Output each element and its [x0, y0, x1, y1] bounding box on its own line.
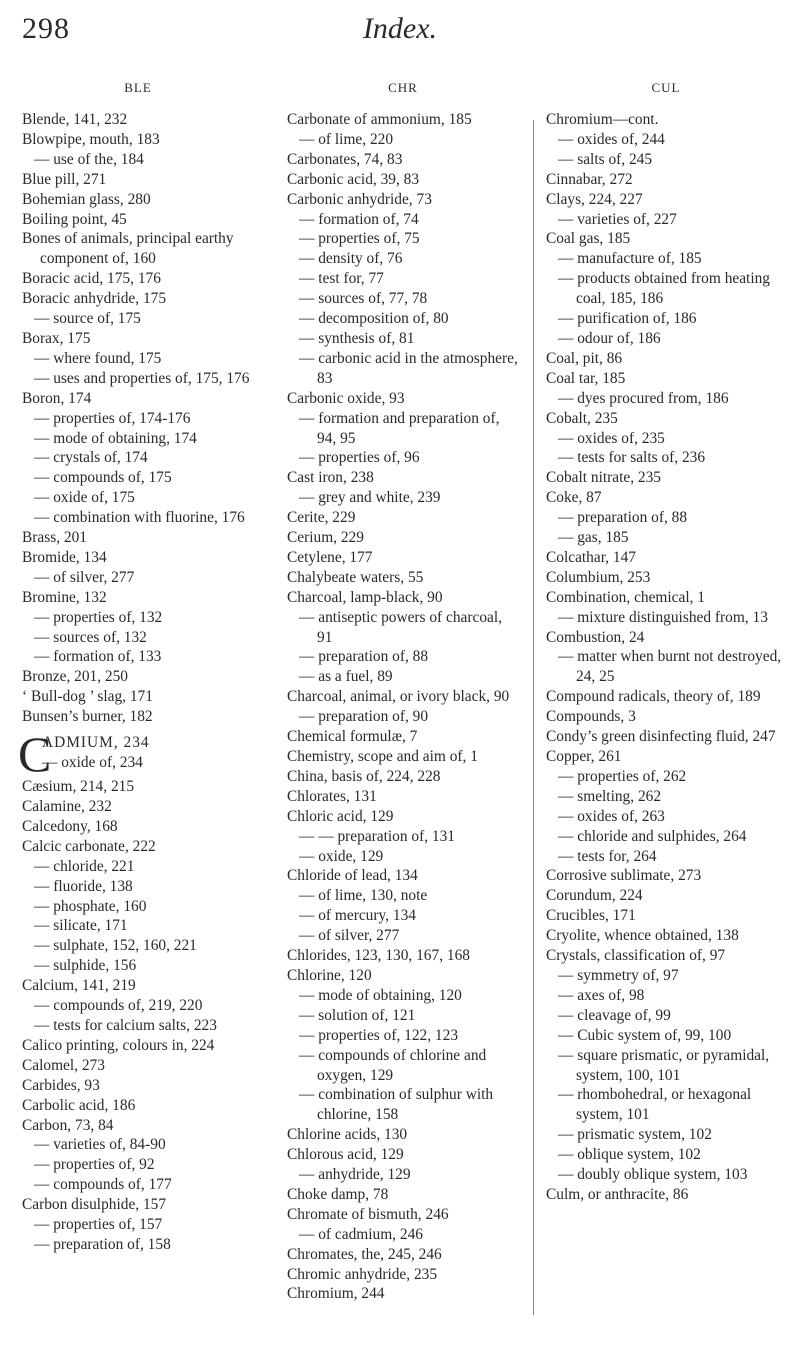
index-entry: Calomel, 273	[22, 1056, 105, 1074]
index-entry: — varieties of, 84-90	[34, 1136, 166, 1154]
column-heading: CUL	[651, 80, 681, 95]
index-entry: — sulphate, 152, 160, 221	[34, 937, 197, 955]
index-entry: Cetylene, 177	[287, 548, 373, 566]
index-entry: — compounds of, 219, 220	[34, 997, 203, 1015]
index-entry: China, basis of, 224, 228	[287, 767, 441, 785]
index-entry: Chromates, the, 245, 246	[287, 1245, 442, 1263]
column-heading: BLE	[124, 80, 152, 95]
index-entry: — density of, 76	[299, 250, 403, 268]
index-entry: — where found, 175	[34, 349, 162, 367]
dropcap-letter: C	[18, 726, 52, 783]
index-entry: — test for, 77	[299, 270, 384, 288]
dropcap-entry	[18, 726, 254, 783]
index-entry: — properties of, 262	[558, 767, 687, 785]
index-entry: Bromide, 134	[22, 548, 107, 566]
index-entry: Carbolic acid, 186	[22, 1096, 136, 1114]
index-entry: — tests for calcium salts, 223	[34, 1016, 217, 1034]
index-entry: ‘ Bull-dog ’ slag, 171	[22, 688, 153, 706]
index-entry: — preparation of, 88	[558, 509, 688, 527]
index-entry: Chromate of bismuth, 246	[287, 1205, 449, 1223]
index-entry: Condy’s green disinfecting fluid, 247	[546, 728, 776, 746]
index-entry: — use of the, 184	[34, 150, 144, 168]
index-entry: — preparation of, 90	[299, 708, 429, 726]
index-entry: Carbonates, 74, 83	[287, 150, 403, 168]
index-entry: — of cadmium, 246	[299, 1225, 423, 1243]
index-entry: Boracic acid, 175, 176	[22, 270, 161, 288]
index-entry: — sources of, 132	[34, 628, 147, 646]
index-entry: Bohemian glass, 280	[22, 190, 151, 208]
index-entry: — symmetry of, 97	[558, 966, 679, 984]
index-entry: — axes of, 98	[558, 986, 645, 1004]
page-title: Index.	[362, 12, 438, 45]
index-entry: — varieties of, 227	[558, 210, 677, 228]
index-entry: Copper, 261	[546, 748, 622, 765]
index-entry: Calico printing, colours in, 224	[22, 1036, 215, 1054]
index-entry: — purification of, 186	[558, 310, 697, 328]
entry-list	[546, 110, 786, 1205]
index-entry: — mode of obtaining, 120	[299, 986, 462, 1004]
index-entry: — compounds of, 177	[34, 1176, 172, 1194]
index-entry: Combustion, 24	[546, 628, 645, 646]
index-entry: Carbonate of ammonium, 185	[287, 111, 472, 128]
index-entry: — oxides of, 244	[558, 130, 665, 148]
index-entry: Cinnabar, 272	[546, 170, 633, 188]
column-divider	[533, 120, 534, 1315]
index-entry: — compounds of, 175	[34, 469, 172, 487]
index-entry: — oxides of, 263	[558, 807, 665, 825]
index-entry: Compound radicals, theory of, 189	[546, 688, 761, 706]
index-entry: — oxide of, 234	[42, 754, 143, 771]
entry-list	[22, 777, 254, 1255]
index-entry: — tests for salts of, 236	[558, 449, 706, 467]
index-entry: Bunsen’s burner, 182	[22, 708, 153, 726]
page-number: 298	[22, 12, 70, 45]
index-entry: Chemistry, scope and aim of, 1	[287, 748, 478, 765]
index-entry: — chloride, 221	[34, 857, 135, 875]
index-entry: Chlorides, 123, 130, 167, 168	[287, 947, 470, 965]
index-entry: — smelting, 262	[558, 787, 662, 805]
index-entry: Compounds, 3	[546, 708, 636, 726]
index-entry: Colcathar, 147	[546, 548, 636, 566]
index-entry: Chloric acid, 129	[287, 807, 394, 825]
index-entry: Carbon, 73, 84	[22, 1116, 114, 1134]
index-entry: — formation and preparation of, 94, 95	[299, 409, 500, 447]
index-entry: Culm, or anthracite, 86	[546, 1185, 689, 1203]
index-entry: — odour of, 186	[558, 329, 661, 347]
index-entry: — fluoride, 138	[34, 877, 133, 895]
index-entry: — carbonic acid in the atmosphere, 83	[299, 349, 518, 387]
index-entry: Bones of animals, principal earthy component of, 160	[22, 230, 234, 268]
index-entry: Charcoal, lamp-black, 90	[287, 588, 443, 606]
index-entry: Chlorine acids, 130	[287, 1126, 408, 1144]
index-entry: Chromium, 244	[287, 1285, 385, 1303]
index-entry: Carbon disulphide, 157	[22, 1196, 167, 1214]
index-entry: — compounds of chlorine and oxygen, 129	[299, 1046, 487, 1084]
index-entry: — decomposition of, 80	[299, 310, 449, 328]
index-entry: Crystals, classification of, 97	[546, 947, 726, 965]
index-entry: — as a fuel, 89	[299, 668, 393, 686]
index-entry: — grey and white, 239	[299, 489, 441, 507]
index-entry: Chemical formulæ, 7	[287, 728, 418, 746]
index-entry: — dyes procured from, 186	[558, 389, 729, 407]
index-entry: Choke damp, 78	[287, 1185, 389, 1203]
index-entry: — properties of, 174-176	[34, 409, 191, 427]
index-entry: Coal gas, 185	[546, 230, 631, 248]
index-entry: Cerite, 229	[287, 509, 356, 527]
index-entry: Cobalt, 235	[546, 409, 618, 427]
index-entry: Chloride of lead, 134	[287, 867, 418, 885]
index-entry: Calcic carbonate, 222	[22, 837, 156, 855]
index-entry: — synthesis of, 81	[299, 329, 415, 347]
index-entry: Chalybeate waters, 55	[287, 568, 424, 586]
index-entry: — combination of sulphur with chlorine, 158	[299, 1086, 494, 1124]
index-entry: Blende, 141, 232	[22, 111, 128, 128]
index-entry: Blowpipe, mouth, 183	[22, 130, 160, 148]
index-entry: Calcedony, 168	[22, 817, 118, 835]
index-entry: — manufacture of, 185	[558, 250, 702, 268]
index-entry: Carbides, 93	[22, 1076, 100, 1094]
index-entry: Blue pill, 271	[22, 170, 107, 188]
index-entry: Calcium, 141, 219	[22, 977, 136, 995]
index-entry: Coke, 87	[546, 489, 602, 507]
index-entry: — matter when burnt not destroyed, 24, 25	[558, 648, 782, 686]
index-entry: — properties of, 96	[299, 449, 420, 467]
index-entry: Combination, chemical, 1	[546, 588, 706, 606]
index-entry: — mixture distinguished from, 13	[558, 608, 768, 626]
index-entry: — oxides of, 235	[558, 429, 665, 447]
index-entry: Corrosive sublimate, 273	[546, 867, 702, 885]
index-entry: — rhombohedral, or hexagonal system, 101	[558, 1086, 752, 1124]
index-entry: — of lime, 130, note	[299, 887, 428, 905]
index-entry: — — preparation of, 131	[299, 827, 456, 845]
index-entry: Boiling point, 45	[22, 210, 127, 228]
index-entry: Boracic anhydride, 175	[22, 290, 167, 308]
index-entry: — mode of obtaining, 174	[34, 429, 197, 447]
index-entry: — uses and properties of, 175, 176	[34, 369, 250, 387]
index-entry: Cobalt nitrate, 235	[546, 469, 661, 487]
index-entry: — products obtained from heating coal, 185, 186	[558, 270, 770, 308]
index-entry: — oxide of, 175	[34, 489, 135, 507]
index-entry: — silicate, 171	[34, 917, 128, 935]
index-entry: Borax, 175	[22, 329, 91, 347]
index-entry: Coal, pit, 86	[546, 349, 623, 367]
index-column-2	[287, 78, 519, 1304]
index-entry: — properties of, 122, 123	[299, 1026, 459, 1044]
index-entry: — preparation of, 88	[299, 648, 429, 666]
index-entry: Cæsium, 214, 215	[22, 778, 135, 796]
index-entry: Brass, 201	[22, 529, 87, 547]
index-entry: — cleavage of, 99	[558, 1006, 671, 1024]
index-entry: — doubly oblique system, 103	[558, 1166, 748, 1184]
index-entry: — of mercury, 134	[299, 907, 416, 925]
index-entry: — sources of, 77, 78	[299, 290, 428, 308]
index-entry: — oblique system, 102	[558, 1146, 701, 1164]
index-entry: Cast iron, 238	[287, 469, 374, 487]
index-entry: — properties of, 157	[34, 1216, 163, 1234]
index-entry: Chromic anhydride, 235	[287, 1265, 438, 1283]
index-entry: Cryolite, whence obtained, 138	[546, 927, 739, 945]
index-entry: Crucibles, 171	[546, 907, 636, 925]
index-entry: Charcoal, animal, or ivory black, 90	[287, 688, 510, 706]
index-entry: — preparation of, 158	[34, 1235, 171, 1253]
index-entry: — combination with fluorine, 176	[34, 509, 245, 527]
index-entry: Chromium—cont.	[546, 111, 659, 128]
index-entry: — of lime, 220	[299, 130, 394, 148]
index-entry: Bronze, 201, 250	[22, 668, 129, 686]
index-entry: — gas, 185	[558, 529, 629, 547]
index-entry: — anhydride, 129	[299, 1166, 411, 1184]
index-entry: — sulphide, 156	[34, 957, 137, 975]
index-entry: Clays, 224, 227	[546, 190, 643, 208]
index-entry: Chlorine, 120	[287, 966, 372, 984]
index-entry: — tests for, 264	[558, 847, 657, 865]
index-entry: Corundum, 224	[546, 887, 643, 905]
index-entry: Boron, 174	[22, 389, 92, 407]
index-entry: Chlorates, 131	[287, 787, 377, 805]
index-entry: Carbonic oxide, 93	[287, 389, 405, 407]
entry-list	[287, 110, 519, 1304]
index-entry: — formation of, 133	[34, 648, 162, 666]
index-entry: — square prismatic, or pyramidal, system, 100, 101	[558, 1046, 770, 1084]
index-column-1	[18, 78, 254, 1255]
index-entry: Bromine, 132	[22, 588, 107, 606]
index-entry: Calamine, 232	[22, 798, 112, 815]
index-entry: Columbium, 253	[546, 568, 651, 586]
index-entry: Carbonic anhydride, 73	[287, 190, 432, 208]
index-entry: Coal tar, 185	[546, 369, 626, 387]
index-entry: — source of, 175	[34, 310, 141, 328]
entry-list	[22, 110, 254, 727]
index-entry: Carbonic acid, 39, 83	[287, 170, 420, 188]
index-entry: — phosphate, 160	[34, 897, 147, 915]
index-entry: — of silver, 277	[299, 927, 400, 945]
index-entry: — properties of, 132	[34, 608, 163, 626]
index-entry: — salts of, 245	[558, 150, 653, 168]
index-entry: — Cubic system of, 99, 100	[558, 1026, 732, 1044]
index-entry: — chloride and sulphides, 264	[558, 827, 747, 845]
column-heading: CHR	[388, 80, 418, 95]
index-entry: — oxide, 129	[299, 847, 384, 865]
index-entry: — prismatic system, 102	[558, 1126, 712, 1144]
index-column-3	[546, 78, 786, 1205]
index-entry: — antiseptic powers of charcoal, 91	[299, 608, 502, 646]
index-entry: — properties of, 92	[34, 1156, 155, 1174]
index-entry: — properties of, 75	[299, 230, 420, 248]
index-entry: ADMIUM, 234	[42, 734, 150, 752]
index-entry: — solution of, 121	[299, 1006, 416, 1024]
index-entry: Chlorous acid, 129	[287, 1146, 404, 1164]
index-entry: Cerium, 229	[287, 529, 364, 547]
index-entry: — formation of, 74	[299, 210, 419, 228]
index-entry: — crystals of, 174	[34, 449, 148, 467]
index-entry: — of silver, 277	[34, 568, 135, 586]
